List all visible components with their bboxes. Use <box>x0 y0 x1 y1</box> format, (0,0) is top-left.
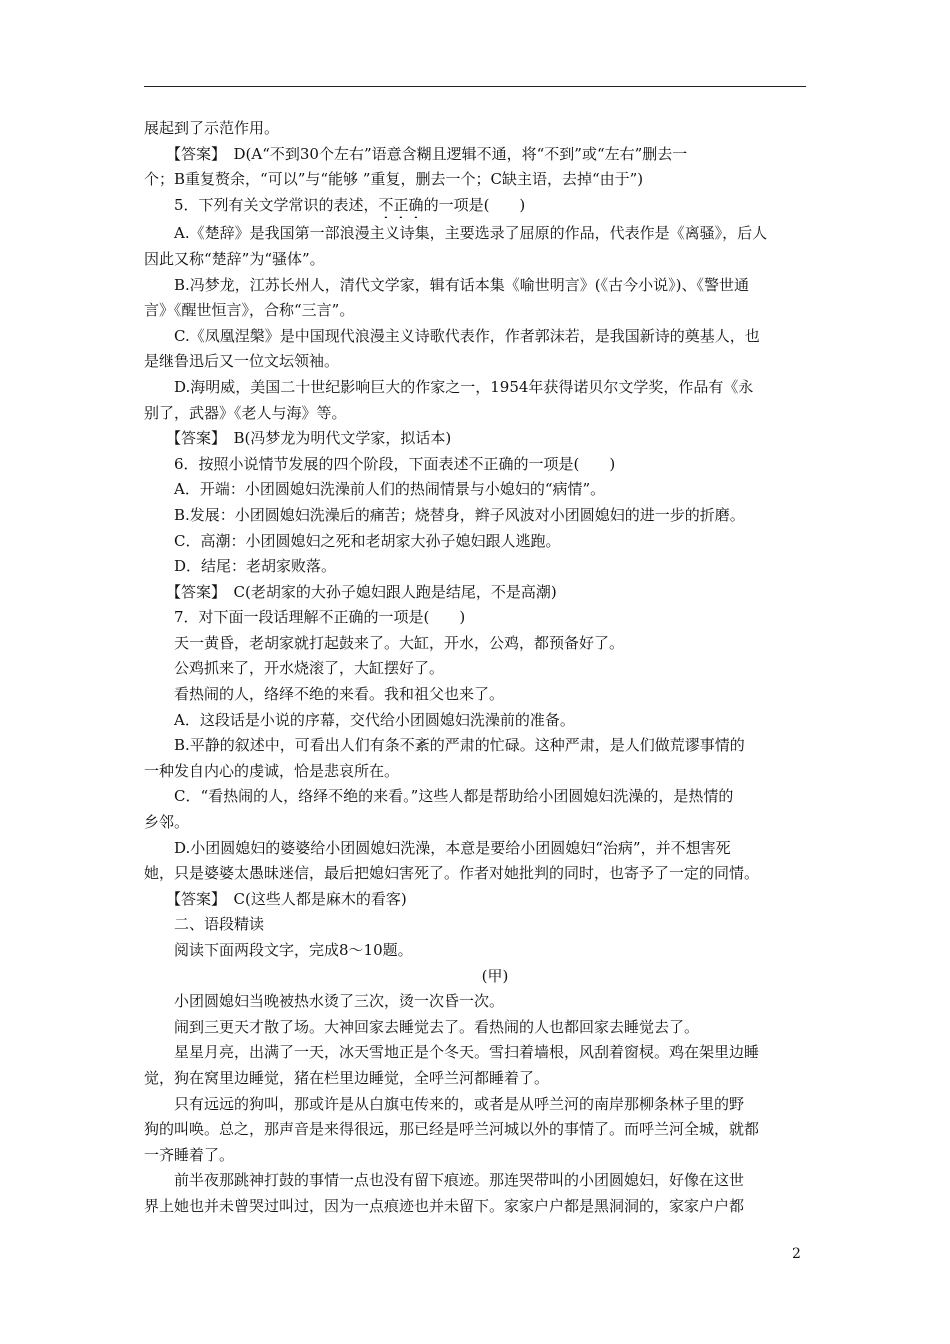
question-5-line <box>144 193 806 219</box>
option-line: D.小团圆媳妇的婆婆给小团圆媳妇洗澡，本意是要给小团圆媳妇“治病”，并不想害死 <box>174 838 731 857</box>
text-line: 一种发自内心的虔诚，恰是悲哀所在。 <box>144 761 400 780</box>
instruction-line: 阅读下面两段文字，完成8～10题。 <box>174 941 413 959</box>
option-line: B.平静的叙述中，可看出人们有条不紊的严肃的忙碌。这种严肃，是人们做荒谬事情的 <box>174 736 745 755</box>
option-line: D．结尾：老胡家败落。 <box>174 557 337 576</box>
answer-line: 【答案】 B(冯梦龙为明代文学家，拟话本) <box>166 429 452 448</box>
passage-line: 星星月亮，出满了一天，冰天雪地正是个冬天。雪扫着墙根，风刮着窗棂。鸡在架里边睡 <box>174 1043 760 1062</box>
option-line: A．开端：小团圆媳妇洗澡前人们的热闹情景与小媳妇的“病情”。 <box>174 480 606 499</box>
passage-line: 只有远远的狗叫，那或许是从白旗屯传来的，或者是从呼兰河的南岸那柳条林子里的野 <box>174 1094 745 1113</box>
text-line: 是继鲁迅后又一位文坛领袖。 <box>144 352 340 371</box>
text-line: 言》《醒世恒言》，合称“三言”。 <box>144 301 355 320</box>
passage-label: (甲) <box>481 966 509 985</box>
option-line: C．“看热闹的人，络绎不绝的来看。”这些人都是帮助给小团圆媳妇洗澡的，是热情的 <box>174 787 734 806</box>
option-line: C.《凤凰涅槃》是中国现代浪漫主义诗歌代表作，作者郭沫若，是我国新诗的奠基人，也 <box>174 326 760 345</box>
text-line: 别了，武器》《老人与海》等。 <box>144 403 347 422</box>
quote-line: 公鸡抓来了，开水烧滚了，大缸摆好了。 <box>174 659 445 678</box>
answer-line: 【答案】 D(A“不到30个左右”语意含糊且逻辑不通，将“不到”或“左右”删去一 <box>166 144 688 163</box>
quote-line: 天一黄昏，老胡家就打起鼓来了。大缸，开水，公鸡，都预备好了。 <box>174 633 625 652</box>
question-5-emphasis: 不正确 <box>378 195 424 214</box>
passage-line: 闹到三更天才散了场。大神回家去睡觉去了。看热闹的人也都回家去睡觉去了。 <box>174 1017 700 1036</box>
passage-line: 觉，狗在窝里边睡觉，猪在栏里边睡觉，全呼兰河都睡着了。 <box>144 1068 550 1087</box>
option-line: A．这段话是小说的序幕，交代给小团圆媳妇洗澡前的准备。 <box>174 710 575 729</box>
question-6-line: 6．按照小说情节发展的四个阶段，下面表述不正确的一项是( ) <box>174 454 616 473</box>
text-line: 因此又称“楚辞”为“骚体”。 <box>144 249 325 268</box>
quote-line: 看热闹的人，络绎不绝的来看。我和祖父也来了。 <box>174 685 505 704</box>
header-rule <box>144 86 806 87</box>
option-line: C．高潮：小团圆媳妇之死和老胡家大孙子媳妇跟人逃跑。 <box>174 531 561 550</box>
question-5-text: 5．下列有关文学常识的表述， <box>174 195 379 214</box>
text-line: 乡邻。 <box>144 813 190 832</box>
passage-line: 前半夜那跳神打鼓的事情一点也没有留下痕迹。那连哭带叫的小团圆媳妇，好像在这世 <box>174 1171 745 1190</box>
passage-line: 一齐睡着了。 <box>144 1145 235 1164</box>
option-line: B.发展：小团圆媳妇洗澡后的痛苦；烧替身，辫子风波对小团圆媳妇的进一步的折磨。 <box>174 505 745 524</box>
option-line: B.冯梦龙，江苏长州人，清代文学家，辑有话本集《喻世明言》(《古今小说》)、《警世通 <box>174 275 749 294</box>
option-line: A.《楚辞》是我国第一部浪漫主义诗集，主要选录了屈原的作品，代表作是《离骚》，后人 <box>174 224 768 243</box>
passage-line: 狗的叫唤。总之，那声音是来得很远，那已经是呼兰河城以外的事情了。而呼兰河全城，就都 <box>144 1120 760 1139</box>
text-line: 展起到了示范作用。 <box>144 119 280 137</box>
passage-line: 小团圆媳妇当晚被热水烫了三次，烫一次昏一次。 <box>174 992 505 1011</box>
answer-line: 【答案】 C(老胡家的大孙子媳妇跟人跑是结尾，不是高潮) <box>166 582 557 601</box>
option-line: D.海明威，美国二十世纪影响巨大的作家之一，1954年获得诺贝尔文学奖，作品有《永 <box>174 377 754 396</box>
answer-line: 【答案】 C(这些人都是麻木的看客) <box>166 889 407 908</box>
question-5-text-end: 的一项是( ) <box>423 195 526 214</box>
text-line: 个；B重复赘余，“可以”与“能够 ”重复，删去一个；C缺主语，去掉“由于”) <box>144 170 644 189</box>
text-line: 她，只是婆婆太愚昧迷信，最后把媳妇害死了。作者对她批判的同时，也寄予了一定的同情。 <box>144 864 760 883</box>
document-body <box>144 116 806 1220</box>
passage-line: 界上她也并未曾哭过叫过，因为一点痕迹也并未留下。家家户户都是黑洞洞的，家家户户都 <box>144 1196 745 1215</box>
page-number: 2 <box>792 1246 801 1262</box>
section-heading: 二、语段精读 <box>174 915 265 934</box>
question-7-line: 7．对下面一段话理解不正确的一项是( ) <box>174 608 466 627</box>
